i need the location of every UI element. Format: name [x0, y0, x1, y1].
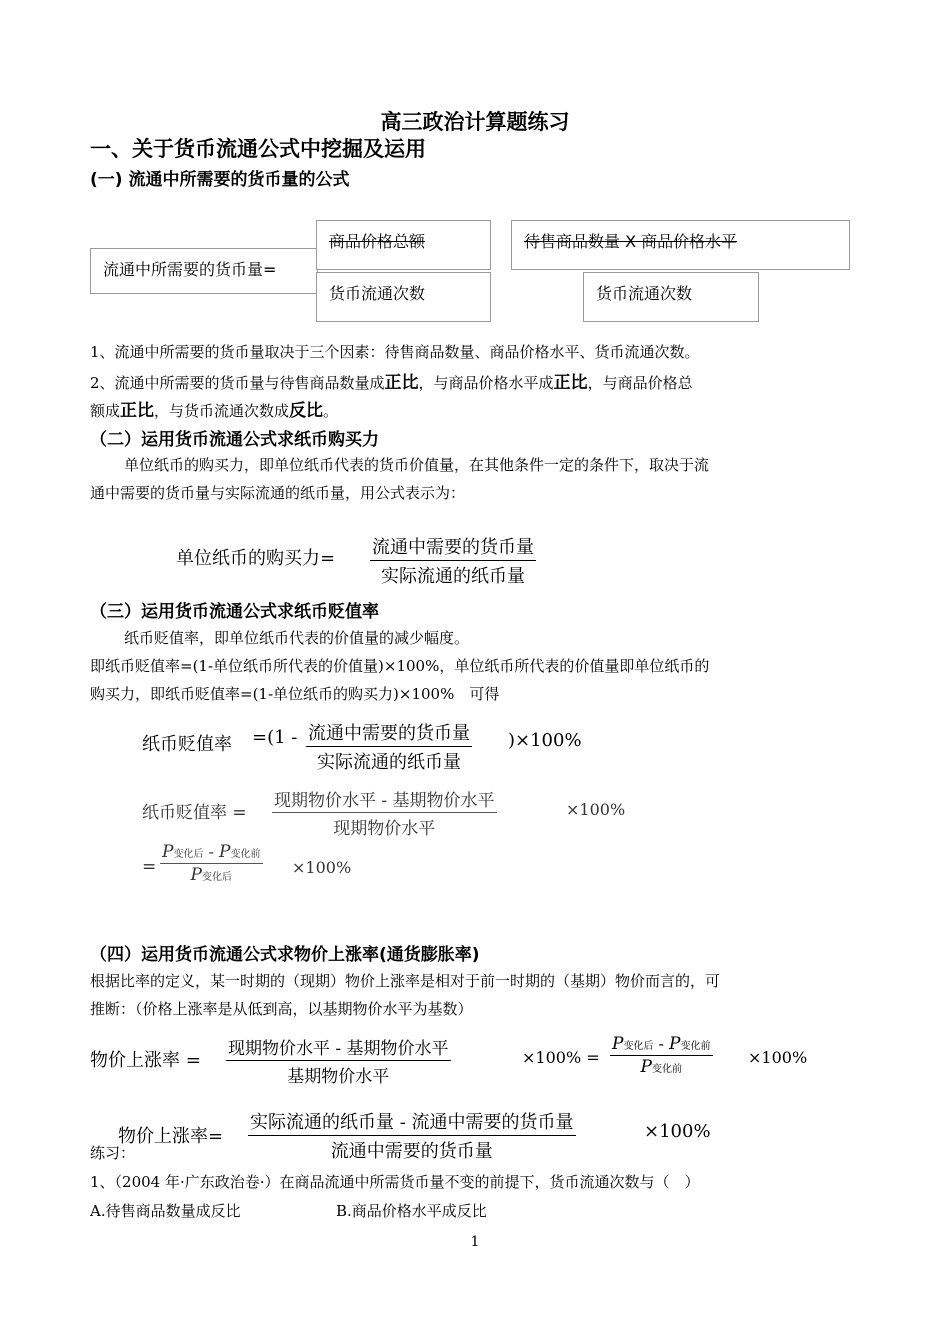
fraction-denominator: 流通中需要的货币量	[330, 1141, 493, 1162]
section1-subheading: (一) 流通中所需要的货币量的公式	[90, 170, 350, 190]
depreciation-f3-tail: ×100%	[292, 858, 352, 877]
emphasis-direct-3: 正比	[120, 401, 155, 421]
section2-heading: （二）运用货币流通公式求纸币购买力	[90, 430, 379, 450]
formula-box-num2	[511, 220, 850, 270]
section3-para-line2: 即纸币贬值率=(1-单位纸币所代表的价值量)×100%，单位纸币所代表的价值量即单位纸币的	[90, 657, 710, 675]
formula-den1-text: 货币流通次数	[329, 284, 426, 303]
point-2-text-d: 额成	[90, 402, 121, 420]
formula-box-label	[90, 248, 318, 294]
depreciation-f1-tail: )×100%	[508, 730, 582, 751]
purchasing-power-fraction	[370, 533, 536, 588]
point-2-line2	[90, 396, 338, 421]
emphasis-direct-1: 正比	[384, 373, 419, 393]
fraction-numerator: 实际流通的纸币量 - 流通中需要的货币量	[248, 1108, 576, 1136]
formula-box-num1	[316, 220, 491, 270]
inflation-f1-lhs: 物价上涨率 =	[90, 1050, 201, 1071]
p-symbol: P	[190, 865, 202, 885]
p-symbol: P	[612, 1034, 624, 1054]
subscript-before: 变化前	[680, 1041, 711, 1052]
inflation-f2-tail: ×100%	[644, 1121, 711, 1142]
depreciation-f3-fraction	[160, 842, 263, 885]
fraction-numerator: 现期物价水平 - 基期物价水平	[272, 786, 497, 813]
fraction-numerator: 流通中需要的货币量	[306, 719, 472, 747]
depreciation-f1-eq: =(1 -	[252, 727, 298, 748]
minus-sign: -	[208, 842, 214, 861]
practice-option-a: A.待售商品数量成反比	[90, 1202, 241, 1220]
section4-para-line2: 推断：（价格上涨率是从低到高，以基期物价水平为基数）	[90, 1000, 473, 1018]
section2-para-line1: 单位纸币的购买力，即单位纸币代表的货币价值量，在其他条件一定的条件下，取决于流	[124, 456, 710, 474]
section1-heading: 一、关于货币流通公式中挖掘及运用	[90, 137, 426, 161]
subscript-after: 变化后	[623, 1041, 654, 1052]
fraction-numerator: 流通中需要的货币量	[370, 533, 536, 561]
inflation-f1-mid: ×100% =	[522, 1048, 600, 1067]
section3-heading: （三）运用货币流通公式求纸币贬值率	[90, 602, 379, 622]
subscript-after: 变化后	[201, 872, 232, 883]
section3-para-line3: 购买力，即纸币贬值率=(1-单位纸币的购买力)×100% 可得	[90, 685, 500, 703]
p-symbol: P	[219, 842, 231, 862]
practice-label: 练习：	[90, 1144, 136, 1162]
point-2-text-a: 2、流通中所需要的货币量与待售商品数量成	[90, 374, 385, 392]
point-2-text-c: ，与商品价格总	[587, 374, 693, 392]
fraction-denominator: 现期物价水平	[333, 819, 436, 839]
depreciation-f1-lhs: 纸币贬值率	[142, 734, 232, 755]
page-title: 高三政治计算题练习	[380, 110, 570, 134]
point-2-text-f: 。	[323, 402, 339, 420]
fraction-denominator: 实际流通的纸币量	[381, 566, 525, 587]
fraction-denominator	[610, 1056, 713, 1077]
formula-box-label-text: 流通中所需要的货币量=	[103, 260, 277, 279]
inflation-f1-p-fraction	[610, 1034, 713, 1077]
formula-box-den2	[583, 272, 759, 322]
p-symbol: P	[669, 1034, 681, 1054]
depreciation-f3-eq: =	[142, 857, 157, 877]
fraction-numerator	[610, 1034, 713, 1056]
fraction-denominator: 实际流通的纸币量	[317, 752, 461, 773]
page-number: 1	[470, 1234, 480, 1250]
point-1: 1、流通中所需要的货币量取决于三个因素：待售商品数量、商品价格水平、货币流通次数。	[90, 343, 700, 361]
section4-para-line1: 根据比率的定义，某一时期的（现期）物价上涨率是相对于前一时期的（基期）物价而言的，可	[90, 972, 721, 990]
minus-sign: -	[658, 1034, 664, 1053]
subscript-before: 变化前	[651, 1064, 682, 1075]
section4-heading: （四）运用货币流通公式求物价上涨率(通货膨胀率)	[90, 945, 480, 965]
purchasing-power-lhs: 单位纸币的购买力=	[176, 548, 336, 569]
formula-num1-text: 商品价格总额	[329, 232, 426, 251]
p-symbol: P	[640, 1057, 652, 1077]
point-2-text-e: ，与货币流通次数成	[154, 402, 290, 420]
subscript-after: 变化后	[173, 849, 204, 860]
fraction-numerator	[160, 842, 263, 864]
fraction-denominator: 基期物价水平	[287, 1067, 390, 1087]
formula-den2-text: 货币流通次数	[596, 284, 693, 303]
point-2-line1	[90, 368, 693, 393]
subscript-before: 变化前	[230, 849, 261, 860]
emphasis-direct-2: 正比	[553, 373, 588, 393]
inflation-f1-fraction	[226, 1034, 451, 1087]
fraction-denominator	[160, 864, 263, 885]
practice-option-b: B.商品价格水平成反比	[336, 1202, 487, 1220]
formula-box-den1	[316, 272, 491, 322]
fraction-numerator: 现期物价水平 - 基期物价水平	[226, 1034, 451, 1061]
practice-question-1: 1、（2004 年·广东政治卷·）在商品流通中所需货币量不变的前提下，货币流通次数与（ ）	[90, 1173, 700, 1191]
p-symbol: P	[162, 842, 174, 862]
depreciation-f2-lhs: 纸币贬值率 =	[142, 803, 247, 823]
emphasis-inverse: 反比	[289, 401, 324, 421]
point-2-text-b: ，与商品价格水平成	[418, 374, 554, 392]
inflation-f1-tail: ×100%	[748, 1048, 808, 1067]
section3-para-line1: 纸币贬值率，即单位纸币代表的价值量的减少幅度。	[124, 629, 470, 647]
inflation-f2-fraction	[248, 1108, 576, 1163]
formula-num2-text: 待售商品数量 X 商品价格水平	[524, 232, 738, 251]
section2-para-line2: 通中需要的货币量与实际流通的纸币量，用公式表示为：	[90, 484, 466, 502]
depreciation-f2-tail: ×100%	[566, 800, 626, 819]
depreciation-f2-fraction	[272, 786, 497, 839]
depreciation-f1-fraction	[306, 719, 472, 774]
inflation-f2-lhs: 物价上涨率=	[118, 1126, 224, 1147]
